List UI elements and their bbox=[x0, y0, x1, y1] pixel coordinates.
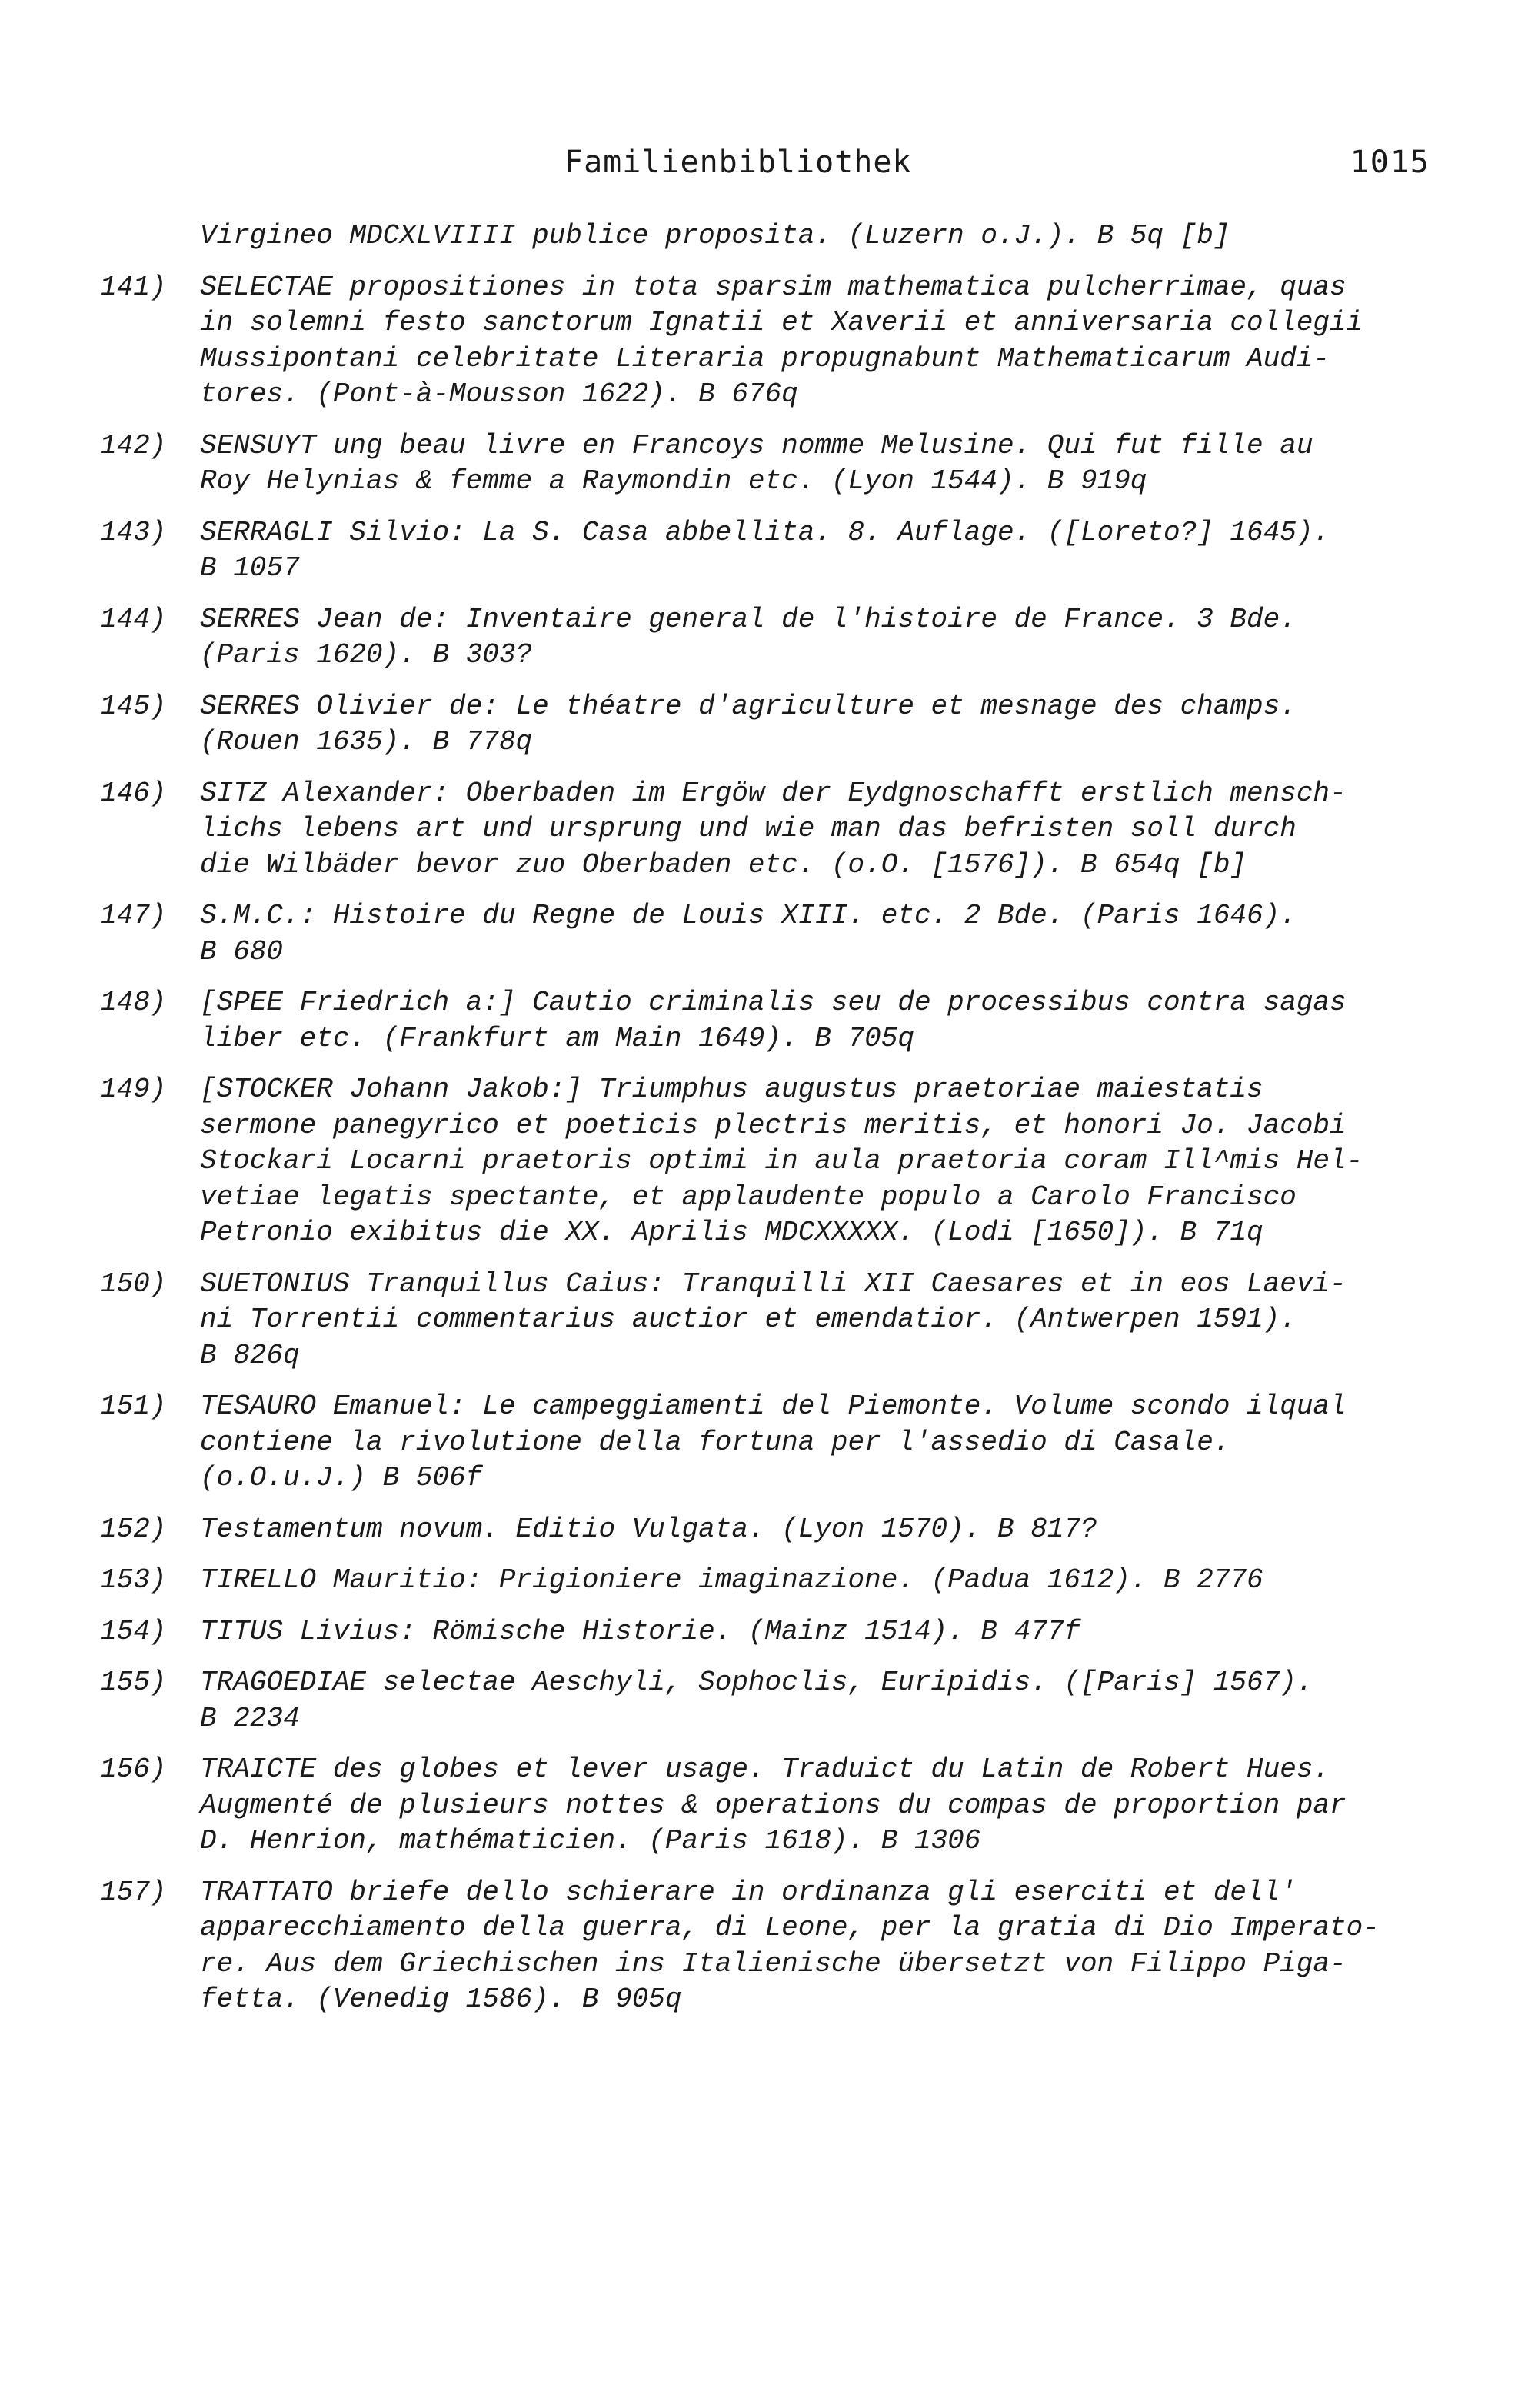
entry-line: die Wilbäder bevor zuo Oberbaden etc. (o.O. [1576]). B 654q [b] bbox=[200, 848, 1247, 881]
entry-text bbox=[200, 1665, 1438, 1737]
entry-line: B 1057 bbox=[200, 552, 300, 584]
entry-number: 143) bbox=[100, 516, 167, 548]
bibliography-entry bbox=[100, 428, 1438, 500]
entry-text bbox=[200, 428, 1438, 500]
entry-number: 150) bbox=[100, 1267, 167, 1300]
entry-number: 156) bbox=[100, 1754, 167, 1785]
entry-line: in solemni festo sanctorum Ignatii et Xaverii et anniversaria collegii bbox=[200, 307, 1363, 338]
bibliography-entry bbox=[100, 689, 1438, 761]
entry-line: [SPEE Friedrich a:] Cautio criminalis seu de processibus contra sagas bbox=[200, 987, 1347, 1018]
entry-line: SERRES Jean de: Inventaire general de l'histoire de France. 3 Bde. bbox=[200, 603, 1297, 635]
entry-line: apparecchiamento della guerra, di Leone, per la gratia di Dio Imperato- bbox=[200, 1912, 1380, 1943]
entry-text bbox=[200, 270, 1438, 413]
bibliography-entry bbox=[100, 1614, 1438, 1650]
entry-line: TRAGOEDIAE selectae Aeschyli, Sophoclis, Euripidis. ([Paris] 1567). bbox=[200, 1667, 1313, 1698]
entry-line: (Paris 1620). B 303? bbox=[200, 639, 533, 671]
entry-line: B 680 bbox=[200, 935, 284, 968]
entry-text bbox=[200, 218, 1438, 255]
entry-line: contiene la rivolutione della fortuna per l'assedio di Casale. bbox=[200, 1426, 1230, 1458]
entry-line: TIRELLO Mauritio: Prigioniere imaginazione. (Padua 1612). B 2776 bbox=[200, 1564, 1263, 1596]
entry-text bbox=[200, 1267, 1438, 1374]
entry-number: 155) bbox=[100, 1667, 167, 1698]
entry-line: sermone panegyrico et poeticis plectris meritis, et honori Jo. Jacobi bbox=[200, 1109, 1347, 1141]
entry-line: liber etc. (Frankfurt am Main 1649). B 705q bbox=[200, 1022, 914, 1054]
bibliography-entry bbox=[100, 1665, 1438, 1737]
entry-text bbox=[200, 515, 1438, 587]
entry-line: SITZ Alexander: Oberbaden im Ergöw der Eydgnoschafft erstlich mensch- bbox=[200, 777, 1347, 809]
entry-line: Mussipontani celebritate Literaria propugnabunt Mathematicarum Audi- bbox=[200, 342, 1330, 375]
bibliography-entry bbox=[100, 985, 1438, 1057]
entry-number: 151) bbox=[100, 1391, 167, 1422]
entry-line: B 2234 bbox=[200, 1702, 300, 1734]
entry-line: Stockari Locarni praetoris optimi in aula praetoria coram Ill^mis Hel- bbox=[200, 1145, 1363, 1177]
entry-line: Petronio exibitus die XX. Aprilis MDCXXXXX. (Lodi [1650]). B 71q bbox=[200, 1217, 1263, 1248]
entry-text bbox=[200, 602, 1438, 674]
entry-line: D. Henrion, mathématicien. (Paris 1618). B 1306 bbox=[200, 1825, 981, 1857]
entry-number: 146) bbox=[100, 777, 167, 809]
entry-line: (o.O.u.J.) B 506f bbox=[200, 1462, 483, 1494]
entry-text bbox=[200, 1072, 1438, 1251]
entry-number: 147) bbox=[100, 900, 167, 931]
entry-line: B 826q bbox=[200, 1339, 300, 1371]
bibliography-entry bbox=[100, 776, 1438, 884]
bibliography-entry bbox=[100, 898, 1438, 970]
bibliography-entry bbox=[100, 270, 1438, 413]
entry-line: TRAICTE des globes et lever usage. Traduict du Latin de Robert Hues. bbox=[200, 1754, 1330, 1785]
bibliography-entry bbox=[100, 1563, 1438, 1599]
entry-text bbox=[200, 776, 1438, 884]
entry-line: TESAURO Emanuel: Le campeggiamenti del Piemonte. Volume scondo ilqual bbox=[200, 1391, 1347, 1422]
entry-line: Testamentum novum. Editio Vulgata. (Lyon 1570). B 817? bbox=[200, 1513, 1097, 1545]
entry-line: Augmenté de plusieurs nottes & operations du compas de proportion par bbox=[200, 1789, 1347, 1821]
bibliography-entry bbox=[100, 218, 1438, 255]
entry-line: SERRES Olivier de: Le théatre d'agriculture et mesnage des champs. bbox=[200, 690, 1297, 722]
entry-line: SUETONIUS Tranquillus Caius: Tranquilli XII Caesares et in eos Laevi- bbox=[200, 1267, 1347, 1300]
entry-line: (Rouen 1635). B 778q bbox=[200, 726, 533, 758]
entry-text bbox=[200, 898, 1438, 970]
entry-line: re. Aus dem Griechischen ins Italienische übersetzt von Filippo Piga- bbox=[200, 1947, 1347, 1980]
entry-line: SENSUYT ung beau livre en Francoys nomme Melusine. Qui fut fille au bbox=[200, 429, 1313, 461]
bibliography-entry bbox=[100, 1267, 1438, 1374]
entry-line: TRATTATO briefe dello schierare in ordinanza gli eserciti et dell' bbox=[200, 1876, 1297, 1908]
bibliography-entry bbox=[100, 515, 1438, 587]
entry-number: 141) bbox=[100, 271, 167, 303]
bibliography-entry bbox=[100, 602, 1438, 674]
entry-number: 154) bbox=[100, 1615, 167, 1647]
entry-line: SERRAGLI Silvio: La S. Casa abbellita. 8. Auflage. ([Loreto?] 1645). bbox=[200, 516, 1330, 548]
entry-number: 142) bbox=[100, 429, 167, 461]
entry-text bbox=[200, 1752, 1438, 1860]
entry-line: ni Torrentii commentarius auctior et emendatior. (Antwerpen 1591). bbox=[200, 1304, 1297, 1335]
entry-number: 157) bbox=[100, 1876, 167, 1908]
entry-line: lichs lebens art und ursprung und wie man das befristen soll durch bbox=[200, 813, 1297, 844]
entry-line: SELECTAE propositiones in tota sparsim mathematica pulcherrimae, quas bbox=[200, 271, 1347, 303]
entry-text bbox=[200, 1389, 1438, 1497]
entry-number: 153) bbox=[100, 1564, 167, 1596]
entry-text bbox=[200, 1512, 1438, 1548]
bibliography-entries bbox=[100, 218, 1438, 2033]
bibliography-entry bbox=[100, 1389, 1438, 1497]
bibliography-entry bbox=[100, 1512, 1438, 1548]
entry-number: 148) bbox=[100, 987, 167, 1018]
entry-number: 145) bbox=[100, 690, 167, 722]
entry-line: [STOCKER Johann Jakob:] Triumphus augustus praetoriae maiestatis bbox=[200, 1074, 1263, 1105]
entry-number: 149) bbox=[100, 1074, 167, 1105]
bibliography-entry bbox=[100, 1752, 1438, 1860]
entry-line: fetta. (Venedig 1586). B 905q bbox=[200, 1983, 682, 2015]
entry-line: S.M.C.: Histoire du Regne de Louis XIII. etc. 2 Bde. (Paris 1646). bbox=[200, 900, 1297, 931]
entry-text bbox=[200, 985, 1438, 1057]
running-title: Familienbibliothek bbox=[564, 145, 912, 180]
bibliography-entry bbox=[100, 1875, 1438, 2018]
entry-line: Roy Helynias & femme a Raymondin etc. (Lyon 1544). B 919q bbox=[200, 465, 1147, 497]
entry-text bbox=[200, 689, 1438, 761]
entry-line: tores. (Pont-à-Mousson 1622). B 676q bbox=[200, 378, 798, 410]
entry-number: 152) bbox=[100, 1513, 167, 1545]
entry-line: Virgineo MDCXLVIIII publice proposita. (Luzern o.J.). B 5q [b] bbox=[200, 220, 1230, 251]
entry-number: 144) bbox=[100, 603, 167, 635]
running-head bbox=[200, 145, 1430, 183]
entry-text bbox=[200, 1875, 1438, 2018]
bibliography-entry bbox=[100, 1072, 1438, 1251]
page-number: 1015 bbox=[1350, 145, 1430, 180]
entry-text bbox=[200, 1614, 1438, 1650]
entry-text bbox=[200, 1563, 1438, 1599]
entry-line: TITUS Livius: Römische Historie. (Mainz 1514). B 477f bbox=[200, 1615, 1080, 1647]
entry-line: vetiae legatis spectante, et applaudente populo a Carolo Francisco bbox=[200, 1181, 1297, 1213]
